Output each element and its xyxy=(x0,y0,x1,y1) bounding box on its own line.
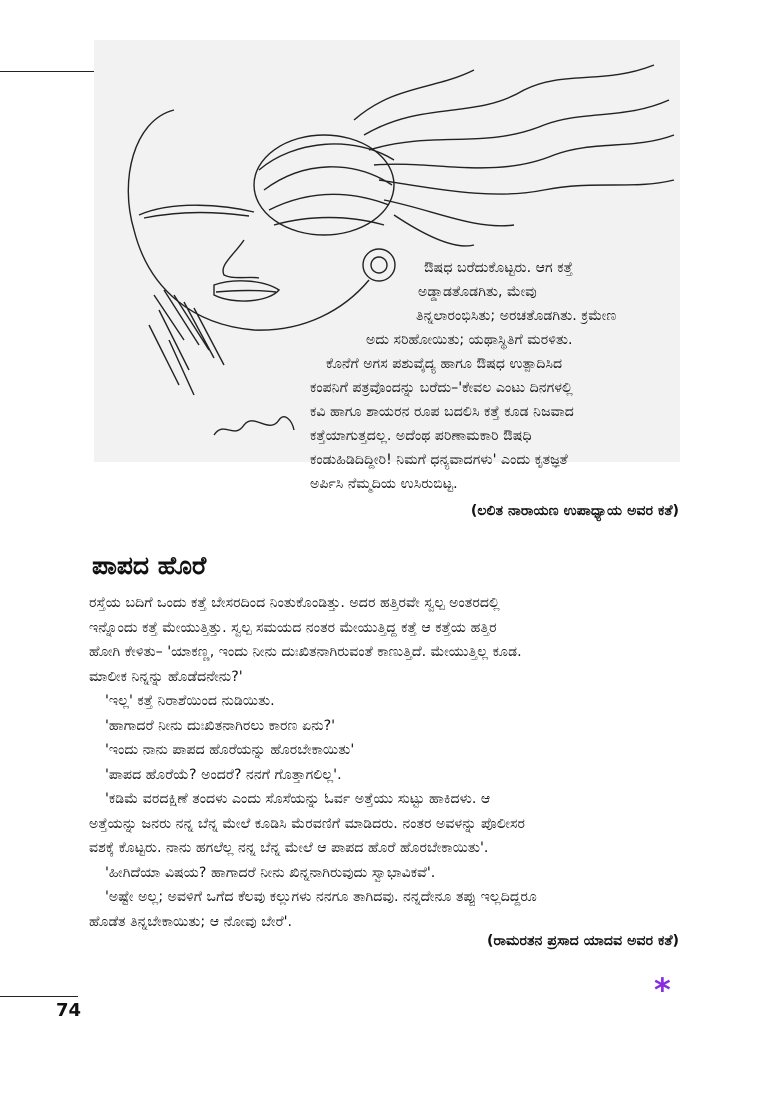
caption-line: ಕೊನೆಗೆ ಅಗಸ ಪಶುವೈದ್ಯ ಹಾಗೂ ಔಷಧ ಉತ್ಪಾದಿಸಿದ xyxy=(326,356,563,372)
caption-line: ಕಂಡುಹಿಡಿದಿದ್ದೀರಿ! ನಿಮಗೆ ಧನ್ಯವಾದಗಳು' ಎಂದು ಕೃತಜ್ಞತೆ xyxy=(310,452,568,468)
story-line: ಹೋಗಿ ಕೇಳಿತು– 'ಯಾಕಣ್ಣ, ಇಂದು ನೀನು ದುಃಖಿತನಾಗಿರುವಂತೆ ಕಾಣುತ್ತಿದೆ. ಮೇಯುತ್ತಿಲ್ಲ ಕೂಡ. xyxy=(89,644,522,660)
story-line: ಮಾಲೀಕ ನಿನ್ನನ್ನು ಹೊಡೆದನೇನು?' xyxy=(89,668,243,685)
footer-rule xyxy=(0,996,78,997)
story-line: 'ಪಾಪದ ಹೊರೆಯೆ? ಅಂದರೆ? ನನಗೆ ಗೊತ್ತಾಗಲಿಲ್ಲ'. xyxy=(105,766,342,783)
story-line: 'ಹೀಗಿದೆಯಾ ವಿಷಯ? ಹಾಗಾದರೆ ನೀನು ಖಿನ್ನನಾಗಿರುವುದು ಸ್ವಾಭಾವಿಕವೆ'. xyxy=(105,864,436,881)
caption-line: ಅಡ್ಡಾಡತೊಡಗಿತು, ಮೇವು xyxy=(418,284,537,300)
story-line: 'ಇಲ್ಲ' ಕತ್ತೆ ನಿರಾಶೆಯಿಂದ ನುಡಿಯಿತು. xyxy=(105,693,275,709)
caption-line: ತಿನ್ನಲಾರಂಭಿಸಿತು; ಅರಚತೊಡಗಿತು. ಕ್ರಮೇಣ xyxy=(416,308,617,324)
story-line: ಅತ್ತೆಯನ್ನು ಜನರು ನನ್ನ ಬೆನ್ನ ಮೇಲೆ ಕೂಡಿಸಿ ಮೆರವಣಿಗೆ ಮಾಡಿದರು. ನಂತರ ಅವಳನ್ನು ಪೊಲೀಸರ xyxy=(89,815,526,832)
page-number: 74 xyxy=(56,1000,82,1021)
caption-line: ಕವಿ ಹಾಗೂ ಶಾಯರನ ರೂಪ ಬದಲಿಸಿ ಕತ್ತೆ ಕೂಡ ನಿಜವಾದ xyxy=(310,404,574,420)
story-line: ಹೊಡೆತ ತಿನ್ನಬೇಕಾಯಿತು; ಆ ನೋವು ಬೇರೆ'. xyxy=(89,913,293,930)
caption-line: ಔಷಧ ಬರೆದುಕೊಟ್ಟರು. ಆಗ ಕತ್ತೆ xyxy=(424,260,573,276)
story-credit-2: (ರಾಮರತನ ಪ್ರಸಾದ ಯಾದವ ಅವರ ಕತೆ) xyxy=(487,933,679,949)
story-line: ಇನ್ನೊಂದು ಕತ್ತೆ ಮೇಯುತ್ತಿತ್ತು. ಸ್ವಲ್ಪ ಸಮಯದ ನಂತರ ಮೇಯುತ್ತಿದ್ದ ಕತ್ತೆ ಆ ಕತ್ತೆಯ ಹತ್ತಿರ xyxy=(89,619,497,636)
story-line: 'ಇಂದು ನಾನು ಪಾಪದ ಹೊರೆಯನ್ನು ಹೊರಬೇಕಾಯಿತು' xyxy=(105,742,355,758)
ornament-asterisk-icon: * xyxy=(654,971,671,1009)
story-title: ಪಾಪದ ಹೊರೆ xyxy=(92,551,207,580)
story-line: 'ಹಾಗಾದರೆ ನೀನು ದುಃಖಿತನಾಗಿರಲು ಕಾರಣ ಏನು?' xyxy=(105,717,336,734)
story-line: 'ಕಡಿಮೆ ವರದಕ್ಷಿಣೆ ತಂದಳು ಎಂದು ಸೊಸೆಯನ್ನು ಓರ್ವ ಅತ್ತೆಯು ಸುಟ್ಟು ಹಾಕಿದಳು. ಆ xyxy=(105,791,491,807)
story-line: ವಶಕ್ಕೆ ಕೊಟ್ಟರು. ನಾನು ಹಗಲೆಲ್ಲ ನನ್ನ ಬೆನ್ನ ಮೇಲೆ ಆ ಪಾಪದ ಹೊರೆ ಹೊರಬೇಕಾಯಿತು'. xyxy=(89,840,489,856)
story-line: 'ಅಷ್ಟೇ ಅಲ್ಲ; ಅವಳಿಗೆ ಒಗೆದ ಕೆಲವು ಕಲ್ಲುಗಳು ನನಗೂ ತಾಗಿದವು. ನನ್ನದೇನೂ ತಪ್ಪು ಇಲ್ಲದಿದ್ದರೂ xyxy=(105,889,537,905)
story-body xyxy=(89,591,689,934)
caption-line: ಕತ್ತೆಯಾಗುತ್ತದಲ್ಲ. ಅದೆಂಥ ಪರಿಣಾಮಕಾರಿ ಔಷಧಿ xyxy=(310,428,532,444)
story-line: ರಸ್ತೆಯ ಬದಿಗೆ ಒಂದು ಕತ್ತೆ ಬೇಸರದಿಂದ ನಿಂತುಕೊಂಡಿತ್ತು. ಅದರ ಹತ್ತಿರವೇ ಸ್ವಲ್ಪ ಅಂತರದಲ್ಲಿ xyxy=(89,595,500,611)
story-credit-1: (ಲಲಿತ ನಾರಾಯಣ ಉಪಾಧ್ಯಾಯ ಅವರ ಕತೆ) xyxy=(470,503,679,519)
caption-line: ಅದು ಸರಿಹೋಯಿತು; ಯಥಾಸ್ಥಿತಿಗೆ ಮರಳಿತು. xyxy=(366,332,573,348)
caption-line: ಅರ್ಪಿಸಿ ನೆಮ್ಮದಿಯ ಉಸಿರುಬಿಟ್ಟ. xyxy=(310,476,458,492)
caption-line: ಕಂಪನಿಗೆ ಪತ್ರವೊಂದನ್ನು ಬರೆದು–'ಕೇವಲ ಎಂಟು ದಿನಗಳಲ್ಲಿ xyxy=(310,380,573,396)
